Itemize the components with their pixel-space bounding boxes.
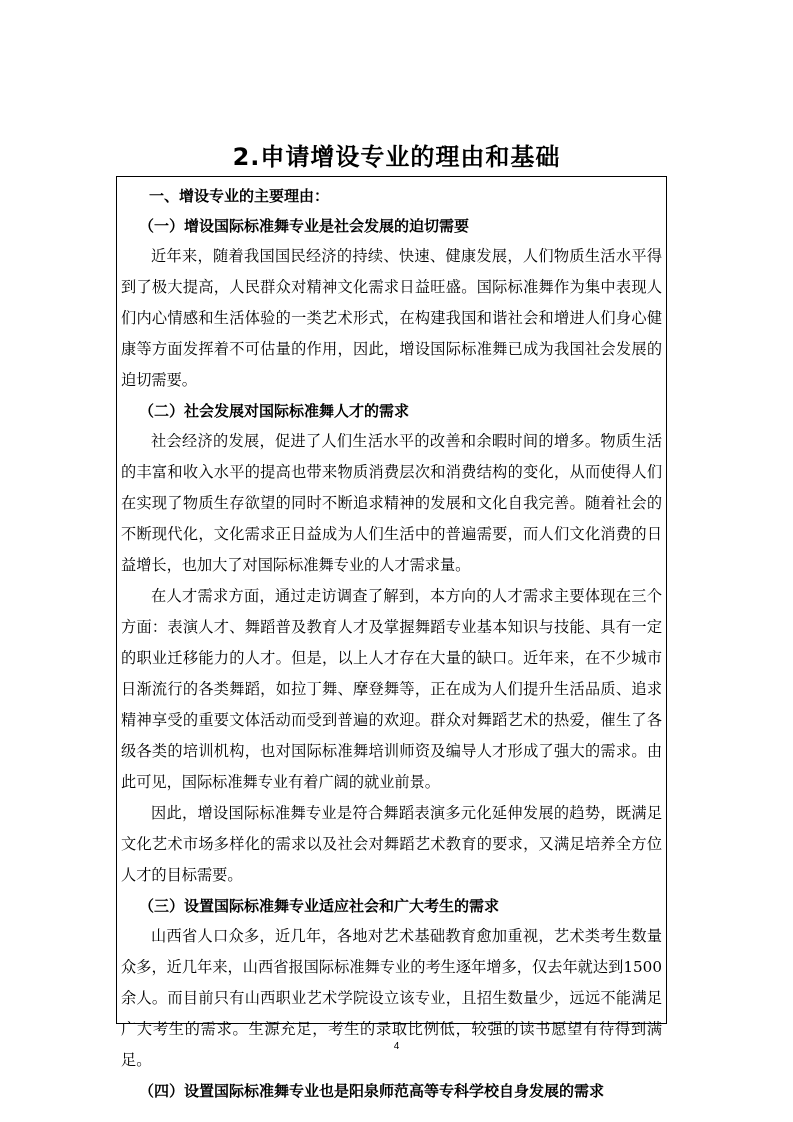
content-box [116, 176, 667, 1100]
subheading-social-need: （一）增设国际标准舞专业是社会发展的迫切需要 [139, 217, 470, 235]
subheading-school-development: （四）设置国际标准舞专业也是阳泉师范高等专科学校自身发展的需求 [139, 1082, 605, 1100]
subheading-student-demand: （三）设置国际标准舞专业适应社会和广大考生的需求 [139, 897, 500, 915]
paragraph-talent-demand: 在人才需求方面，通过走访调查了解到，本方向的人才需求主要体现在三个方面：表演人才、舞蹈普及教育人才及掌握舞蹈专业基本知识与技能、具有一定的职业迁移能力的人才。但是，以上人才存在大量的缺口。近年来，在不少城市日渐流行的各类舞蹈，如拉丁舞、摩登舞等，正在成为人们提升生活品质、追求精神享受的重要文体活动而受到普遍的欢迎。群众对舞蹈艺术的热爱，催生了各级各类的培训机构，也对国际标准舞培训师资及编导人才形成了强大的需求。由此可见，国际标准舞专业有着广阔的就业前景。 [121, 587, 662, 791]
paragraph-social-need: 近年来，随着我国国民经济的持续、快速、健康发展，人们物质生活水平得到了极大提高，人民群众对精神文化需求日益旺盛。国际标准舞作为集中表现人们内心情感和生活体验的一类艺术形式，在构建我国和谐社会和增进人们身心健康等方面发挥着不可估量的作用，因此，增设国际标准舞已成为我国社会发展的迫切需要。 [121, 247, 662, 389]
section-heading-reasons: 一、增设专业的主要理由： [149, 187, 330, 205]
page-number: 4 [393, 1041, 400, 1052]
paragraph-economic-development: 社会经济的发展，促进了人们生活水平的改善和余暇时间的增多。物质生活的丰富和收入水平的提高也带来物质消费层次和消费结构的变化，从而使得人们在实现了物质生存欲望的同时不断追求精神的发展和文化自我完善。随着社会的不断现代化，文化需求正日益成为人们生活中的普遍需要，而人们文化消费的日益增长，也加大了对国际标准舞专业的人才需求量。 [121, 432, 662, 574]
paragraph-student-demand: 山西省人口众多，近几年，各地对艺术基础教育愈加重视，艺术类考生数量众多，近几年来，山西省报国际标准舞专业的考生逐年增多，仅去年就达到1500余人。而目前只有山西职业艺术学院设立该专业，且招生数量少，远远不能满足广大考生的需求。生源充足，考生的录取比例低，较强的读书愿望有待得到满足。 [121, 927, 662, 1069]
subheading-talent-demand: （二）社会发展对国际标准舞人才的需求 [139, 402, 410, 420]
paragraph-conclusion: 因此，增设国际标准舞专业是符合舞蹈表演多元化延伸发展的趋势，既满足文化艺术市场多样化的需求以及社会对舞蹈艺术教育的要求，又满足培养全方位人才的目标需要。 [121, 804, 662, 884]
page-title: 2.申请增设专业的理由和基础 [232, 143, 561, 171]
